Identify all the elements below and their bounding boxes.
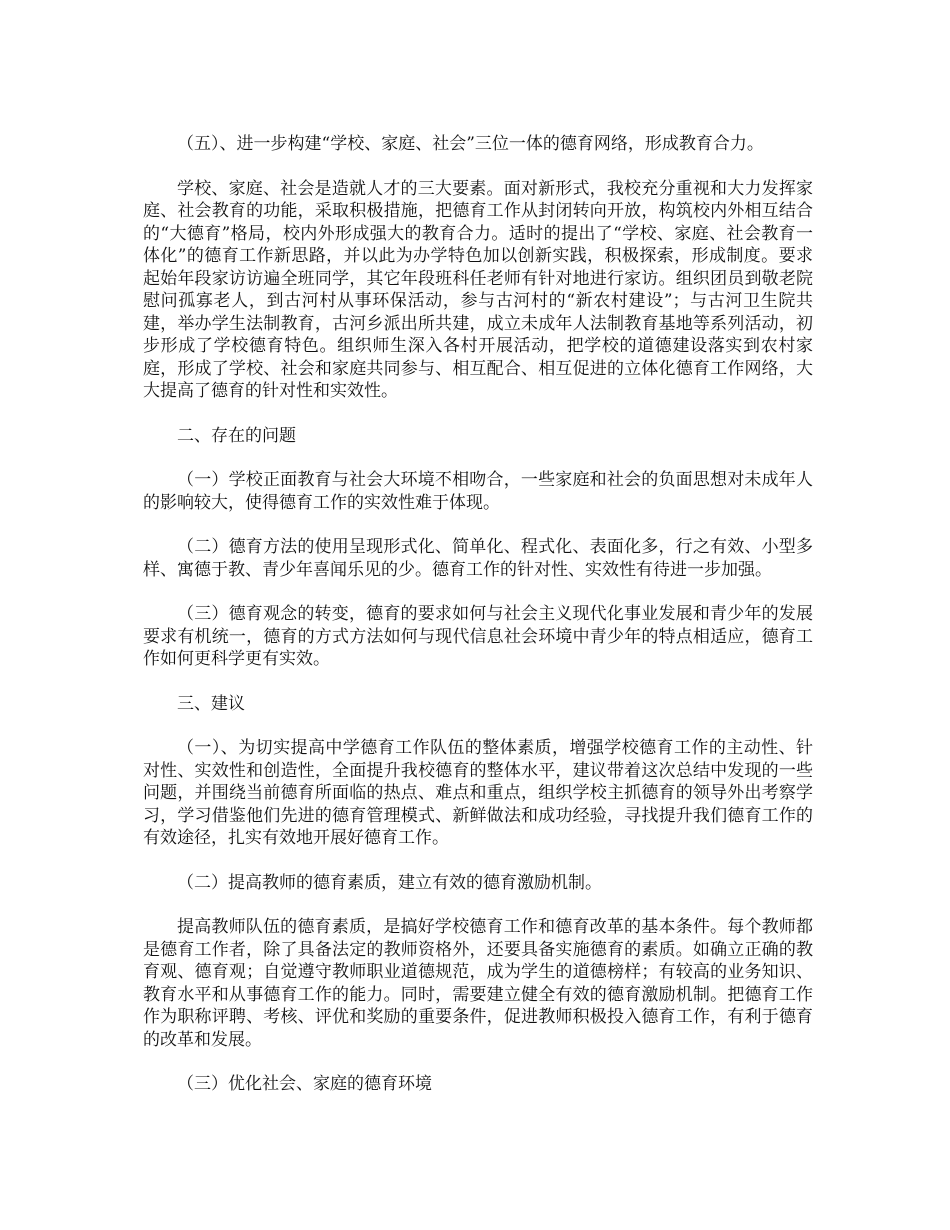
heading-existing-problems: 二、存在的问题 — [177, 425, 296, 446]
paragraph-suggestion-1: （一）、为切实提高中学德育工作队伍的整体素质，增强学校德育工作的主动性、针对性、实效性和创造性，全面提升我校德育的整体水平，建议带着这次总结中发现的一些问题，并围绕当前德育所面临的热点、难点和重点，组织学校主抓德育的领导外出考察学习，学习借鉴他们先进的德育管理模式、新鲜做法和成功经验，寻找提升我们德育工作的有效途径，扎实有效地开展好德育工作。 — [143, 738, 813, 848]
paragraph-suggestion-3-title: （三）优化社会、家庭的德育环境 — [177, 1074, 432, 1094]
heading-suggestions: 三、建议 — [177, 693, 245, 714]
paragraph-school-family-society: 学校、家庭、社会是造就人才的三大要素。面对新形式，我校充分重视和大力发挥家庭、社会教育的功能，采取积极措施，把德育工作从封闭转向开放，构筑校内外相互结合的“大德育”格局，校内外形成强大的教育合力。适时的提出了“学校、家庭、社会教育一体化”的德育工作新思路，并以此为办学特色加以创新实践，积极探索，形成制度。要求起始年段家访访遍全班同学，其它年段班科任老师有针对地进行家访。组织团员到敬老院慰问孤寡老人，到古河村从事环保活动，参与古河村的“新农村建设”；与古河卫生院共建，举办学生法制教育，古河乡派出所共建，成立未成年人法制教育基地等系列活动，初步形成了学校德育特色。组织师生深入各村开展活动，把学校的道德建设落实到农村家庭，形成了学校、社会和家庭共同参与、相互配合、相互促进的立体化德育工作网络，大大提高了德育的针对性和实效性。 — [143, 178, 813, 401]
document-body — [143, 133, 813, 1118]
paragraph-section-5-title: （五）、进一步构建“学校、家庭、社会”三位一体的德育网络，形成教育合力。 — [177, 134, 764, 154]
paragraph-suggestion-2-title: （二）提高教师的德育素质，建立有效的德育激励机制。 — [177, 872, 602, 893]
paragraph-teacher-quality: 提高教师队伍的德育素质，是搞好学校德育工作和德育改革的基本条件。每个教师都是德育工作者，除了具备法定的教师资格外，还要具备实施德育的素质。如确立正确的教育观、德育观；自觉遵守教师职业道德规范，成为学生的道德榜样；有较高的业务知识、教育水平和从事德育工作的能力。同时，需要建立健全有效的德育激励机制。把德育工作作为职称评聘、考核、评优和奖励的重要条件，促进教师积极投入德育工作，有利于德育的改革和发展。 — [143, 917, 813, 1050]
paragraph-problem-1: （一）学校正面教育与社会大环境不相吻合，一些家庭和社会的负面思想对未成年人的影响较大，使得德育工作的实效性难于体现。 — [143, 470, 813, 513]
paragraph-problem-3: （三）德育观念的转变，德育的要求如何与社会主义现代化事业发展和青少年的发展要求有机统一，德育的方式方法如何与现代信息社会环境中青少年的特点相适应，德育工作如何更科学更有实效。 — [143, 604, 813, 669]
paragraph-problem-2: （二）德育方法的使用呈现形式化、简单化、程式化、表面化多，行之有效、小型多样、寓德于教、青少年喜闻乐见的少。德育工作的针对性、实效性有待进一步加强。 — [143, 537, 813, 580]
